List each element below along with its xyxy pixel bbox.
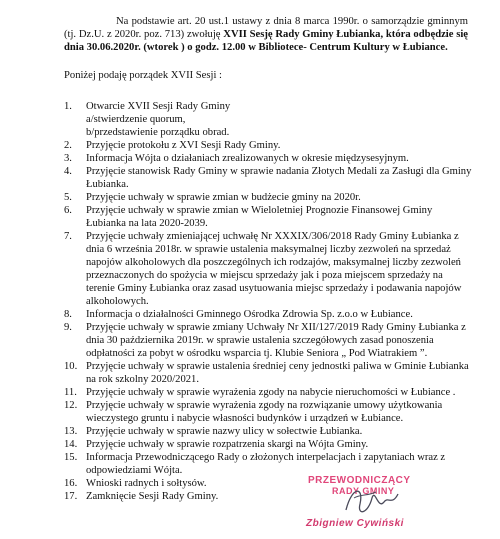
agenda-item-number: 7. <box>64 231 72 242</box>
agenda-item-number: 8. <box>64 309 72 320</box>
agenda-item <box>64 308 474 321</box>
agenda-item-text: Przyjęcie uchwały w sprawie rozpatrzenia skargi na Wójta Gminy. <box>86 439 369 450</box>
signature-stamp <box>294 474 434 534</box>
agenda-item-text: Przyjęcie stanowisk Rady Gminy w sprawie nadania Złotych Medali za Zasługi dla Gminy Łubianka. <box>86 166 472 190</box>
agenda-item <box>64 360 474 386</box>
agenda-item-text: Przyjęcie uchwały w sprawie zmiany Uchwały Nr XII/127/2019 Rady Gminy Łubianka z dnia 30 października 2019r. w sprawie ustalenia szczegółowych zasad ponoszenia odpłatności za pobyt w ośrodku wsparcia tj. Klubie Seniora „ Pod Wiatrakiem ”. <box>86 322 466 359</box>
agenda-item <box>64 191 474 204</box>
agenda-item-number: 2. <box>64 140 72 151</box>
agenda-item <box>64 399 474 425</box>
agenda-item <box>64 321 474 360</box>
agenda-item-text: Przyjęcie uchwały w sprawie zmian w Wieloletniej Prognozie Finansowej Gminy Łubianka na lata 2020-2039. <box>86 205 433 229</box>
agenda-item-number: 15. <box>64 452 78 463</box>
intro-paragraph <box>64 15 468 54</box>
agenda-item-number: 5. <box>64 192 72 203</box>
agenda-item <box>64 165 474 191</box>
agenda-item-text: Informacja Przewodniczącego Rady o złożonych interpelacjach i zapytaniach wraz z odpowiedziami Wójta. <box>86 452 446 476</box>
stamp-line-1: PRZEWODNICZĄCY <box>308 475 411 486</box>
agenda-item-number: 9. <box>64 322 72 333</box>
agenda-item-text: Wnioski radnych i sołtysów. <box>86 478 207 489</box>
agenda-item-number: 1. <box>64 101 72 112</box>
agenda-item-text: Przyjęcie uchwały w sprawie ustalenia średniej ceny jednostki paliwa w Gminie Łubianka na rok szkolny 2020/2021. <box>86 361 469 385</box>
agenda-item-text: Przyjęcie uchwały w sprawie zmian w budżecie gminy na 2020r. <box>86 192 361 203</box>
agenda-item-number: 10. <box>64 361 78 372</box>
agenda-item-text: Zamknięcie Sesji Rady Gminy. <box>86 491 219 502</box>
agenda-item-number: 14. <box>64 439 78 450</box>
agenda-item-text: Przyjęcie uchwały w sprawie nazwy ulicy w sołectwie Łubianka. <box>86 426 363 437</box>
agenda-lead: Poniżej podaję porządek XVII Sesji : <box>64 70 222 81</box>
intro-text: Na podstawie art. 20 ust.1 ustawy z dnia 8 marca 1990r. o samorządzie gminnym (tj. Dz.U. z 2020r. poz. 713) zwołuję <box>64 16 468 40</box>
agenda-item-text: Przyjęcie uchwały zmieniającej uchwałę Nr XXXIX/306/2018 Rady Gminy Łubianka z dnia 6 września 2018r. w sprawie ustalenia maksymalnej liczby zezwoleń na sprzedaż napojów alkoholowych dla poszczególnych ich rodzajów, maksymalnej liczby zezwoleń przeznaczonych do spożycia w miejscu sprzedaży jak i poza miejscem sprzedaży na terenie Gminy Łubianka oraz zasad usytuowania miejsc sprzedaży i podawania napojów alkoholowych. <box>86 231 462 307</box>
agenda-item <box>64 152 474 165</box>
agenda-item-number: 17. <box>64 491 78 502</box>
agenda-item <box>64 425 474 438</box>
agenda-item-number: 6. <box>64 205 72 216</box>
agenda-subitem: b/przedstawienie porządku obrad. <box>86 127 230 138</box>
agenda-item <box>64 139 474 152</box>
agenda-item-number: 12. <box>64 400 78 411</box>
intro-bold-text: XVII Sesję Rady Gminy Łubianka, która odbędzie się dnia 30.06.2020r. (wtorek ) o godz. 12.00 w Bibliotece- Centrum Kultury w Łubiance. <box>64 29 468 53</box>
agenda-item-number: 16. <box>64 478 78 489</box>
agenda-item <box>64 100 474 139</box>
agenda-item-number: 3. <box>64 153 72 164</box>
agenda-item-text: Przyjęcie protokołu z XVI Sesji Rady Gminy. <box>86 140 281 151</box>
signature-scribble <box>342 480 402 520</box>
agenda-item-number: 4. <box>64 166 72 177</box>
agenda-list <box>64 100 474 503</box>
agenda-item <box>64 438 474 451</box>
agenda-item-number: 13. <box>64 426 78 437</box>
agenda-item-text: Przyjęcie uchwały w sprawie wyrażenia zgody na rozwiązanie umowy użytkowania wieczystego gruntu i nabycie własności budynków i urządzeń w Łubiance. <box>86 400 443 424</box>
agenda-item <box>64 386 474 399</box>
agenda-item-text: Otwarcie XVII Sesji Rady Gminy <box>86 101 231 112</box>
agenda-item <box>64 204 474 230</box>
agenda-item-number: 11. <box>64 387 77 398</box>
signatory-name: Zbigniew Cywiński <box>306 518 404 529</box>
agenda-item-text: Informacja o działalności Gminnego Ośrodka Zdrowia Sp. z.o.o w Łubiance. <box>86 309 413 320</box>
stamp-line-2: RADY GMINY <box>332 486 395 496</box>
agenda-subitem: a/stwierdzenie quorum, <box>86 114 186 125</box>
agenda-item-text: Informacja Wójta o działaniach zrealizowanych w okresie międzysesyjnym. <box>86 153 409 164</box>
agenda-item-text: Przyjęcie uchwały w sprawie wyrażenia zgody na nabycie nieruchomości w Łubiance . <box>86 387 456 398</box>
agenda-item <box>64 230 474 308</box>
